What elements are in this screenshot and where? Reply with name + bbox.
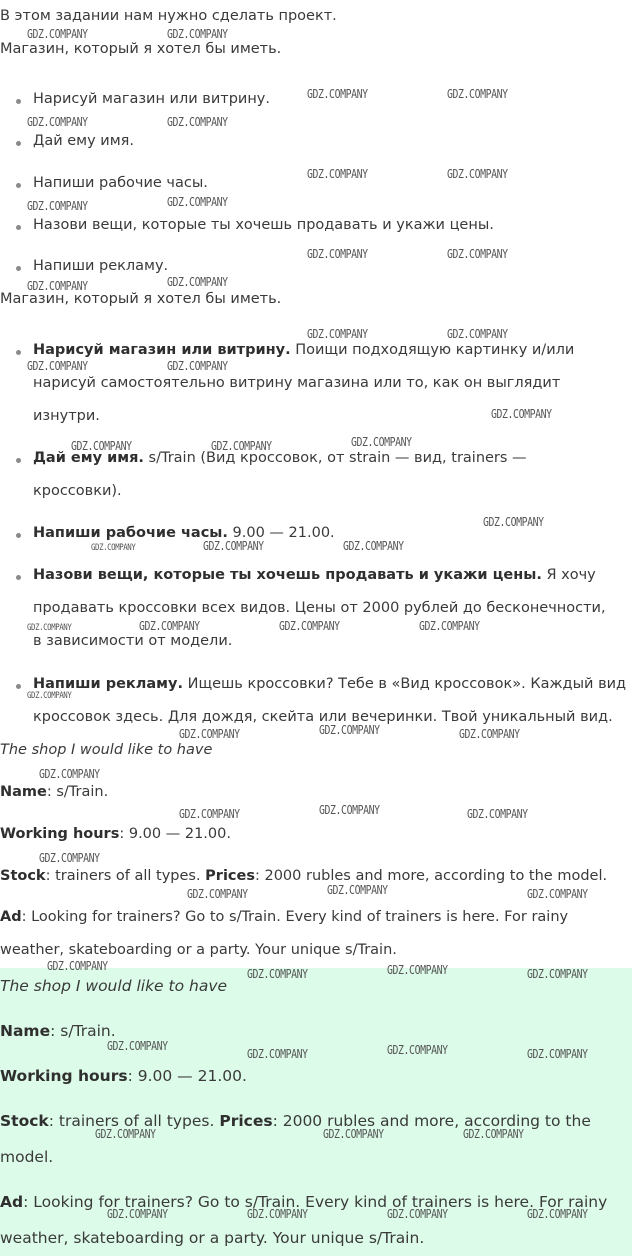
answer-line: изнутри. [33, 408, 100, 424]
watermark: GDZ.COMPANY [447, 87, 508, 101]
english-name-line [0, 784, 108, 800]
watermark: GDZ.COMPANY [247, 967, 308, 981]
watermark: GDZ.COMPANY [107, 1039, 168, 1053]
watermark: GDZ.COMPANY [247, 1047, 308, 1061]
watermark: GDZ.COMPANY [211, 439, 272, 453]
answer-line: кроссовок здесь. Для дождя, скейта или вечеринки. Твой уникальный вид. [33, 709, 613, 725]
watermark: GDZ.COMPANY [279, 619, 340, 633]
green-ad-line-2: weather, skateboarding or a party. Your unique s/Train. [0, 1229, 425, 1247]
watermark: GDZ.COMPANY [419, 619, 480, 633]
watermark: GDZ.COMPANY [351, 435, 412, 449]
field-label: Stock [0, 1112, 49, 1130]
field-value: : 2000 rubles and more, according to the model. [254, 868, 608, 884]
field-value: : Looking for trainers? Go to s/Train. Every kind of trainers is here. For rainy [23, 1193, 608, 1211]
watermark: GDZ.COMPANY [491, 407, 552, 421]
answer-text: 9.00 — 21.00. [232, 525, 335, 541]
watermark: GDZ.COMPANY [27, 199, 88, 213]
watermark: GDZ.COMPANY [527, 887, 588, 901]
watermark: GDZ.COMPANY [167, 359, 228, 373]
watermark: GDZ.COMPANY [527, 1207, 588, 1221]
watermark: GDZ.COMPANY [463, 1127, 524, 1141]
field-label: Working hours [0, 1067, 128, 1085]
bullet-icon [16, 533, 21, 538]
bullet-icon [16, 99, 21, 104]
watermark: GDZ.COMPANY [179, 807, 240, 821]
watermark: GDZ.COMPANY [39, 767, 100, 781]
watermark: GDZ.COMPANY [527, 1047, 588, 1061]
field-value: : Looking for trainers? Go to s/Train. Every kind of trainers is here. For rainy [21, 909, 569, 925]
watermark: GDZ.COMPANY [27, 27, 88, 41]
bullet-icon [16, 458, 21, 463]
watermark: GDZ.COMPANY [107, 1207, 168, 1221]
watermark: GDZ.COMPANY [319, 723, 380, 737]
answer-label: Нарисуй магазин или витрину. [33, 342, 291, 358]
field-value: : trainers of all types. [45, 868, 201, 884]
watermark: GDZ.COMPANY [39, 851, 100, 865]
watermark: GDZ.COMPANY [447, 167, 508, 181]
english-stock-line [0, 868, 607, 884]
answer-line [33, 676, 626, 692]
watermark: GDZ.COMPANY [447, 247, 508, 261]
watermark: GDZ.COMPANY [323, 1127, 384, 1141]
answer-label: Дай ему имя. [33, 450, 144, 466]
green-stock-line-2: model. [0, 1148, 54, 1166]
watermark: GDZ.COMPANY [467, 807, 528, 821]
field-label: Name [0, 784, 47, 800]
intro-line-1: В этом задании нам нужно сделать проект. [0, 8, 337, 24]
watermark: GDZ.COMPANY [483, 515, 544, 529]
watermark: GDZ.COMPANY [327, 883, 388, 897]
watermark: GDZ.COMPANY [167, 195, 228, 209]
watermark: GDZ.COMPANY [527, 967, 588, 981]
watermark: GDZ.COMPANY [27, 115, 88, 129]
bullet-icon [16, 141, 21, 146]
green-name-line [0, 1022, 116, 1040]
watermark: GDZ.COMPANY [179, 727, 240, 741]
answer-text: Ищешь кроссовки? Тебе в «Вид кроссовок». Каждый вид [187, 676, 627, 692]
bullet-icon [16, 575, 21, 580]
answer-line: кроссовки). [33, 483, 122, 499]
green-title: The shop I would like to have [0, 977, 228, 995]
watermark: GDZ.COMPANY [139, 619, 200, 633]
english-title: The shop I would like to have [0, 742, 213, 758]
bullet-icon [16, 266, 21, 271]
answer-label: Напиши рабочие часы. [33, 525, 228, 541]
answer-line: в зависимости от модели. [33, 633, 233, 649]
watermark: GDZ.COMPANY [27, 623, 72, 633]
watermark: GDZ.COMPANY [387, 1207, 448, 1221]
watermark: GDZ.COMPANY [447, 327, 508, 341]
watermark: GDZ.COMPANY [27, 279, 88, 293]
bullet-icon [16, 225, 21, 230]
answer-text: Я хочу [546, 567, 596, 583]
bullet-icon [16, 183, 21, 188]
watermark: GDZ.COMPANY [307, 247, 368, 261]
task-text: Напиши рекламу. [33, 258, 169, 274]
watermark: GDZ.COMPANY [27, 359, 88, 373]
answer-label: Назови вещи, которые ты хочешь продавать и укажи цены. [33, 567, 542, 583]
english-ad-line-2: weather, skateboarding or a party. Your unique s/Train. [0, 942, 397, 958]
watermark: GDZ.COMPANY [343, 539, 404, 553]
field-value: : 9.00 — 21.00. [127, 1067, 247, 1085]
task-text: Назови вещи, которые ты хочешь продавать и укажи цены. [33, 217, 494, 233]
watermark: GDZ.COMPANY [203, 539, 264, 553]
field-label: Working hours [0, 826, 120, 842]
watermark: GDZ.COMPANY [387, 963, 448, 977]
answer-line [33, 567, 596, 583]
field-value: : trainers of all types. [48, 1112, 215, 1130]
watermark: GDZ.COMPANY [319, 803, 380, 817]
answer-line: нарисуй самостоятельно витрину магазина или то, как он выглядит [33, 375, 561, 391]
green-hours-line [0, 1067, 247, 1085]
field-value: : s/Train. [50, 1022, 116, 1040]
field-label: Name [0, 1022, 51, 1040]
answer-line: продавать кроссовки всех видов. Цены от 2000 рублей до бесконечности, [33, 600, 606, 616]
watermark: GDZ.COMPANY [247, 1207, 308, 1221]
field-value: : s/Train. [46, 784, 109, 800]
english-ad-line [0, 909, 568, 925]
answer-line [33, 525, 335, 541]
answer-text: Поищи подходящую картинку и/или [295, 342, 575, 358]
bullet-icon [16, 350, 21, 355]
watermark: GDZ.COMPANY [167, 27, 228, 41]
answer-heading: Магазин, который я хотел бы иметь. [0, 291, 282, 307]
field-label: Ad [0, 1193, 24, 1211]
answer-line [33, 342, 574, 358]
task-text: Дай ему имя. [33, 133, 134, 149]
watermark: GDZ.COMPANY [27, 691, 72, 701]
intro-line-2: Магазин, который я хотел бы иметь. [0, 41, 282, 57]
watermark: GDZ.COMPANY [459, 727, 520, 741]
field-label: Ad [0, 909, 22, 925]
task-text: Напиши рабочие часы. [33, 175, 208, 191]
english-hours-line [0, 826, 231, 842]
field-label: Stock [0, 868, 46, 884]
watermark: GDZ.COMPANY [167, 275, 228, 289]
field-value: : 9.00 — 21.00. [119, 826, 231, 842]
watermark: GDZ.COMPANY [95, 1127, 156, 1141]
watermark: GDZ.COMPANY [47, 959, 108, 973]
watermark: GDZ.COMPANY [387, 1043, 448, 1057]
watermark: GDZ.COMPANY [167, 115, 228, 129]
bullet-icon [16, 684, 21, 689]
field-label: Prices [219, 1112, 273, 1130]
watermark: GDZ.COMPANY [187, 887, 248, 901]
field-value: : 2000 rubles and more, according to the [272, 1112, 591, 1130]
watermark: GDZ.COMPANY [307, 167, 368, 181]
watermark: GDZ.COMPANY [71, 439, 132, 453]
watermark: GDZ.COMPANY [307, 327, 368, 341]
answer-text: s/Train (Вид кроссовок, от strain — вид, trainers — [148, 450, 527, 466]
watermark: GDZ.COMPANY [91, 543, 136, 553]
task-text: Нарисуй магазин или витрину. [33, 91, 270, 107]
watermark: GDZ.COMPANY [307, 87, 368, 101]
field-label: Prices [205, 868, 255, 884]
answer-label: Напиши рекламу. [33, 676, 183, 692]
